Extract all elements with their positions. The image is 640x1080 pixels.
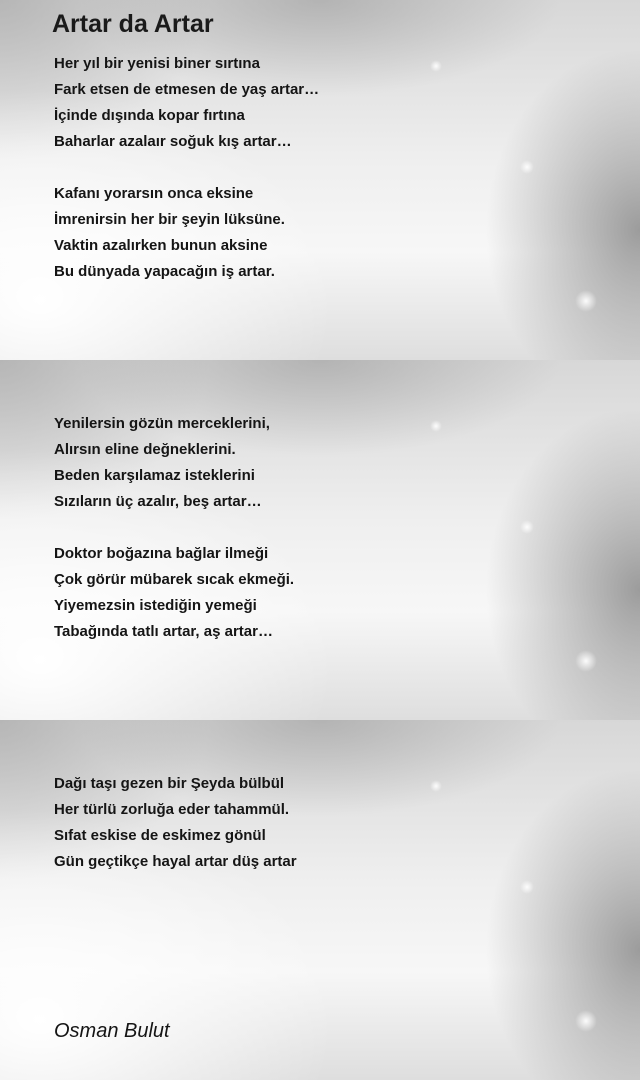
poem-line: Sızıların üç azalır, beş artar… — [54, 493, 262, 510]
sparkle — [575, 290, 597, 312]
sparkle — [430, 780, 442, 792]
poem-line: Vaktin azalırken bunun aksine — [54, 237, 268, 254]
poem-line: Yenilersin gözün merceklerini, — [54, 415, 270, 432]
poem-line: Baharlar azalaır soğuk kış artar… — [54, 133, 292, 150]
poem-line: Fark etsen de etmesen de yaş artar… — [54, 81, 320, 98]
poem-panel-1 — [0, 0, 640, 360]
stanza-1 — [54, 51, 319, 155]
sparkle — [430, 420, 442, 432]
stanza-5 — [54, 771, 297, 875]
poem-line: Bu dünyada yapacağın iş artar. — [54, 263, 275, 280]
poem-line: Dağı taşı gezen bir Şeyda bülbül — [54, 775, 285, 792]
stanza-4 — [54, 541, 294, 645]
poem-line: Her yıl bir yenisi biner sırtına — [54, 55, 260, 72]
poem-line: Beden karşılamaz isteklerini — [54, 467, 255, 484]
poem-line: Tabağında tatlı artar, aş artar… — [54, 623, 273, 640]
poem-line: İmrenirsin her bir şeyin lüksüne. — [54, 211, 285, 228]
poem-title: Artar da Artar — [52, 10, 214, 38]
poem-line: İçinde dışında kopar fırtına — [54, 107, 245, 124]
stanza-3 — [54, 411, 270, 515]
poem-line: Gün geçtikçe hayal artar düş artar — [54, 853, 297, 870]
poem-line: Çok görür mübarek sıcak ekmeği. — [54, 571, 295, 588]
poem-line: Sıfat eskise de eskimez gönül — [54, 827, 266, 844]
sparkle — [575, 650, 597, 672]
sparkle — [430, 60, 442, 72]
stanza-2 — [54, 181, 285, 285]
poem-panel-2 — [0, 360, 640, 720]
sparkle — [520, 160, 534, 174]
sparkle — [520, 520, 534, 534]
poem-line: Kafanı yorarsın onca eksine — [54, 185, 254, 202]
poem-line: Doktor boğazına bağlar ilmeği — [54, 545, 269, 562]
poem-panel-3 — [0, 720, 640, 1080]
poem-line: Yiyemezsin istediğin yemeği — [54, 597, 257, 614]
poem-line: Alırsın eline değneklerini. — [54, 441, 236, 458]
sparkle — [520, 880, 534, 894]
poem-line: Her türlü zorluğa eder tahammül. — [54, 801, 290, 818]
poem-author: Osman Bulut — [54, 1020, 170, 1042]
sparkle — [575, 1010, 597, 1032]
